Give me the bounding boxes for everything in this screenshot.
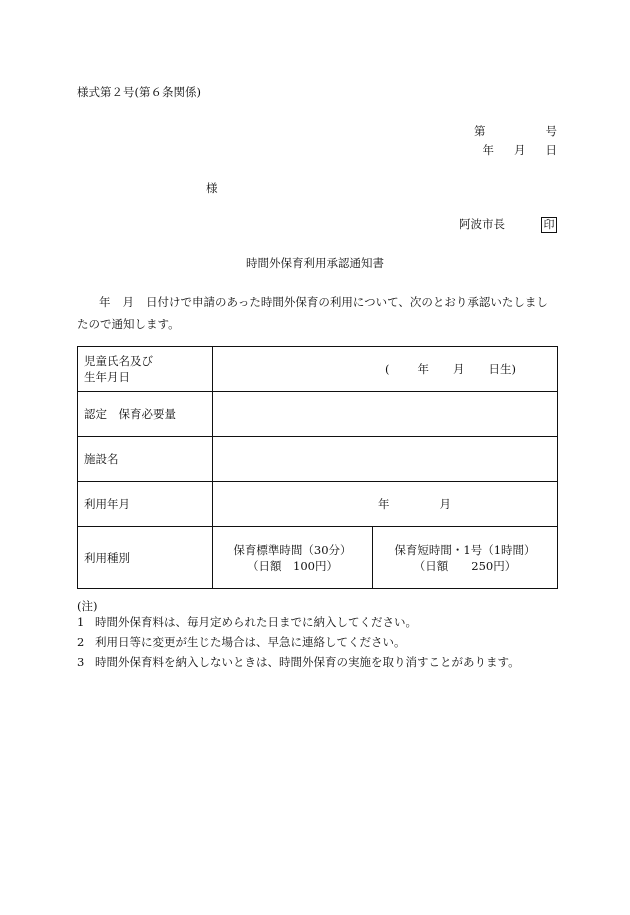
table-row — [78, 437, 558, 482]
usage-month-label: 利用年月 — [78, 482, 213, 527]
note-number: 1 — [77, 615, 85, 629]
date-year: 年 — [482, 143, 494, 157]
option2-line1: 保育短時間・1号（1時間） — [394, 542, 536, 557]
usage-year: 年 — [378, 497, 390, 511]
issuer — [459, 216, 557, 233]
number-prefix: 第 — [474, 124, 486, 138]
option1-line1: 保育標準時間（30分） — [233, 542, 352, 557]
body-rest: 日付けで申請のあった時間外保育の利用について、次のとおり承認いたしましたので通知します。 — [77, 295, 548, 331]
note-number: 3 — [77, 655, 85, 669]
table-row — [78, 347, 558, 392]
info-table — [77, 346, 558, 589]
form-number: 様式第２号(第６条関係) — [77, 85, 201, 99]
birth-month: 月 — [453, 362, 465, 376]
usage-type-label: 利用種別 — [78, 527, 213, 589]
facility-value-cell[interactable] — [213, 437, 558, 482]
seal-mark: 印 — [541, 217, 557, 233]
option1-line2: （日額 100円） — [247, 558, 338, 573]
table-row — [78, 482, 558, 527]
notes-header: (注) — [77, 599, 98, 613]
birth-day: 日生) — [488, 362, 516, 376]
note-number: 2 — [77, 635, 85, 649]
child-label-cell — [78, 347, 213, 392]
document-title: 時間外保育利用承認通知書 — [246, 256, 384, 270]
note-text: 時間外保育料を納入しないときは、時間外保育の実施を取り消すことがあります。 — [95, 655, 520, 669]
note-item — [77, 654, 520, 670]
note-item — [77, 614, 417, 630]
usage-option-short[interactable] — [373, 527, 558, 589]
table-row — [78, 527, 558, 589]
child-label-line2: 生年月日 — [84, 370, 130, 384]
document-number — [474, 123, 557, 139]
birth-year: 年 — [417, 362, 429, 376]
usage-option-standard[interactable] — [213, 527, 373, 589]
date-month: 月 — [514, 143, 526, 157]
certification-label: 認定 保育必要量 — [78, 392, 213, 437]
issue-date — [483, 142, 558, 158]
child-value-cell[interactable] — [213, 347, 558, 392]
usage-month: 月 — [439, 497, 451, 511]
addressee-honorific: 様 — [206, 181, 218, 195]
table-row — [78, 392, 558, 437]
note-text: 利用日等に変更が生じた場合は、早急に連絡してください。 — [95, 635, 406, 649]
number-suffix: 号 — [545, 124, 557, 138]
certification-value-cell[interactable] — [213, 392, 558, 437]
body-month: 月 — [122, 295, 134, 309]
child-label-line1: 児童氏名及び — [84, 354, 153, 368]
note-text: 時間外保育料は、毎月定められた日までに納入してください。 — [95, 615, 417, 629]
body-text — [77, 291, 557, 335]
birth-open: ( — [385, 362, 390, 376]
body-year: 年 — [99, 295, 111, 309]
usage-month-value-cell[interactable] — [213, 482, 558, 527]
note-item — [77, 634, 406, 650]
option2-line2: （日額 250円） — [413, 558, 517, 573]
facility-label: 施設名 — [78, 437, 213, 482]
issuer-name: 阿波市長 — [459, 217, 505, 231]
date-day: 日 — [545, 143, 557, 157]
